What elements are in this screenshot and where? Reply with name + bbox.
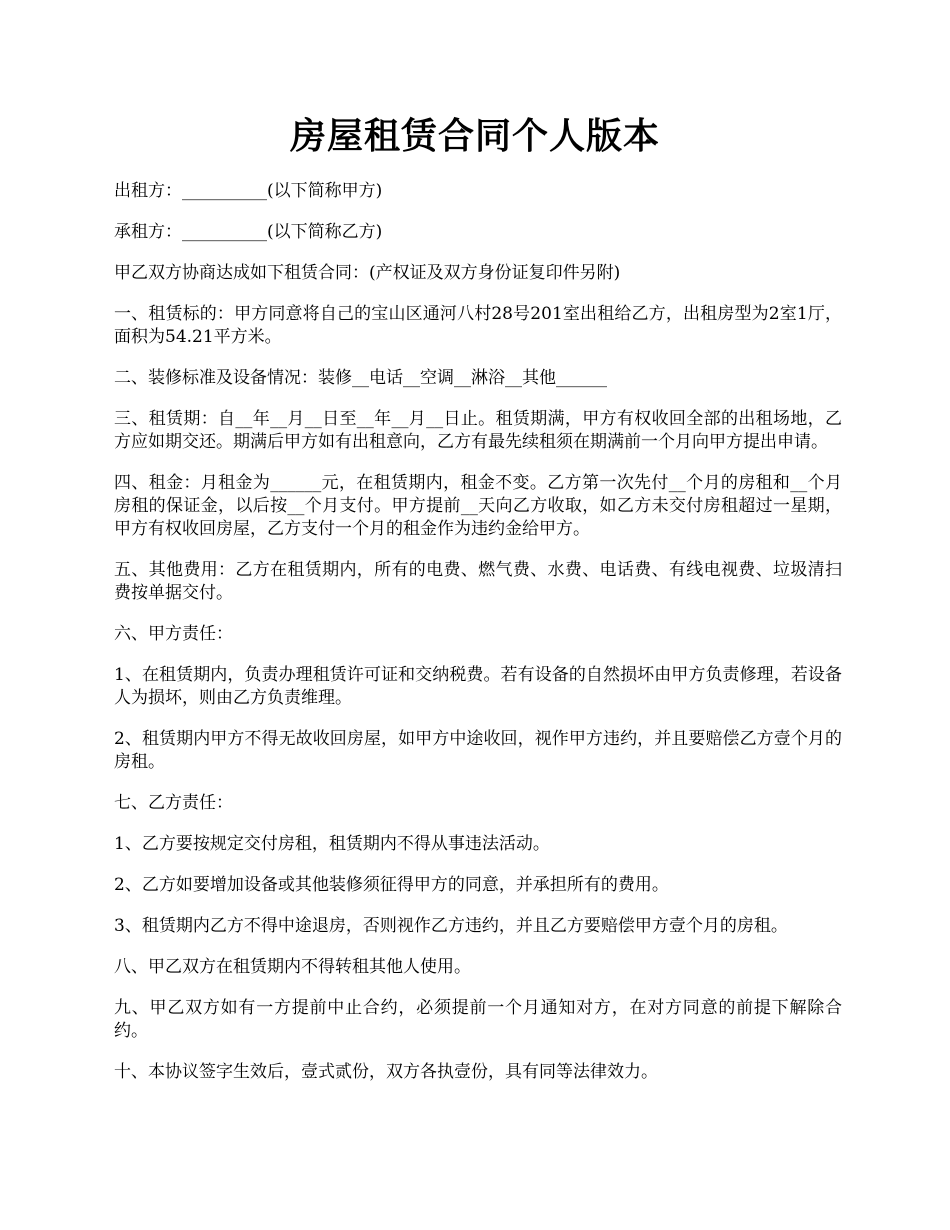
clause-7-item-1: 1、乙方要按规定交付房租，租赁期内不得从事违法活动。 (114, 834, 550, 854)
clause-10-effect: 十、本协议签字生效后，壹式贰份，双方各执壹份，具有同等法律效力。 (114, 1062, 658, 1082)
clause-7-item-3: 3、租赁期内乙方不得中途退房，否则视作乙方违约，并且乙方要赔偿甲方壹个月的房租。 (114, 916, 788, 936)
clause-3-term: 三、租赁期：自__年__月__日至__年__月__日止。租赁期满，甲方有权收回全部的出租场地，乙方应如期交还。期满后甲方如有出租意向，乙方有最先续租须在期满前一个月向甲方提出申请。 (114, 409, 842, 452)
clause-7-heading: 七、乙方责任： (114, 793, 233, 813)
clause-6-heading: 六、甲方责任： (114, 624, 233, 644)
clause-7-item-2: 2、乙方如要增加设备或其他装修须征得甲方的同意，并承担所有的费用。 (114, 875, 669, 895)
clause-1-subject: 一、租赁标的：甲方同意将自己的宝山区通河八村28号201室出租给乙方，出租房型为2室1厅，面积为54.21平方米。 (114, 304, 842, 347)
clause-6-item-1: 1、在租赁期内，负责办理租赁许可证和交纳税费。若有设备的自然损坏由甲方负责修理，若设备人为损坏，则由乙方负责维理。 (114, 665, 842, 708)
clause-4-rent: 四、租金：月租金为______元，在租赁期内，租金不变。乙方第一次先付__个月的房租和__个月房租的保证金，以后按__个月支付。甲方提前__天向乙方收取，如乙方未交付房租超过一星期，甲方有权收回房屋，乙方支付一个月的租金作为违约金给甲方。 (114, 473, 842, 539)
clause-6-item-2: 2、租赁期内甲方不得无故收回房屋，如甲方中途收回，视作甲方违约，并且要赔偿乙方壹个月的房租。 (114, 729, 842, 772)
party-b-line: 承租方：__________(以下简称乙方) (114, 222, 383, 242)
document-title: 房屋租赁合同个人版本 (289, 115, 660, 157)
clause-2-decoration: 二、装修标准及设备情况：装修__电话__空调__淋浴__其他______ (114, 368, 607, 388)
agreement-intro: 甲乙双方协商达成如下租赁合同：(产权证及双方身份证复印件另附) (114, 263, 621, 283)
clause-5-other-fees: 五、其他费用：乙方在租赁期内，所有的电费、燃气费、水费、电话费、有线电视费、垃圾清扫费按单据交付。 (114, 560, 842, 603)
clause-9-termination: 九、甲乙双方如有一方提前中止合约，必须提前一个月通知对方，在对方同意的前提下解除合约。 (114, 998, 842, 1041)
document-body (114, 180, 842, 1102)
clause-8-sublet: 八、甲乙双方在租赁期内不得转租其他人使用。 (114, 957, 471, 977)
party-a-line: 出租方：__________(以下简称甲方) (114, 181, 383, 201)
